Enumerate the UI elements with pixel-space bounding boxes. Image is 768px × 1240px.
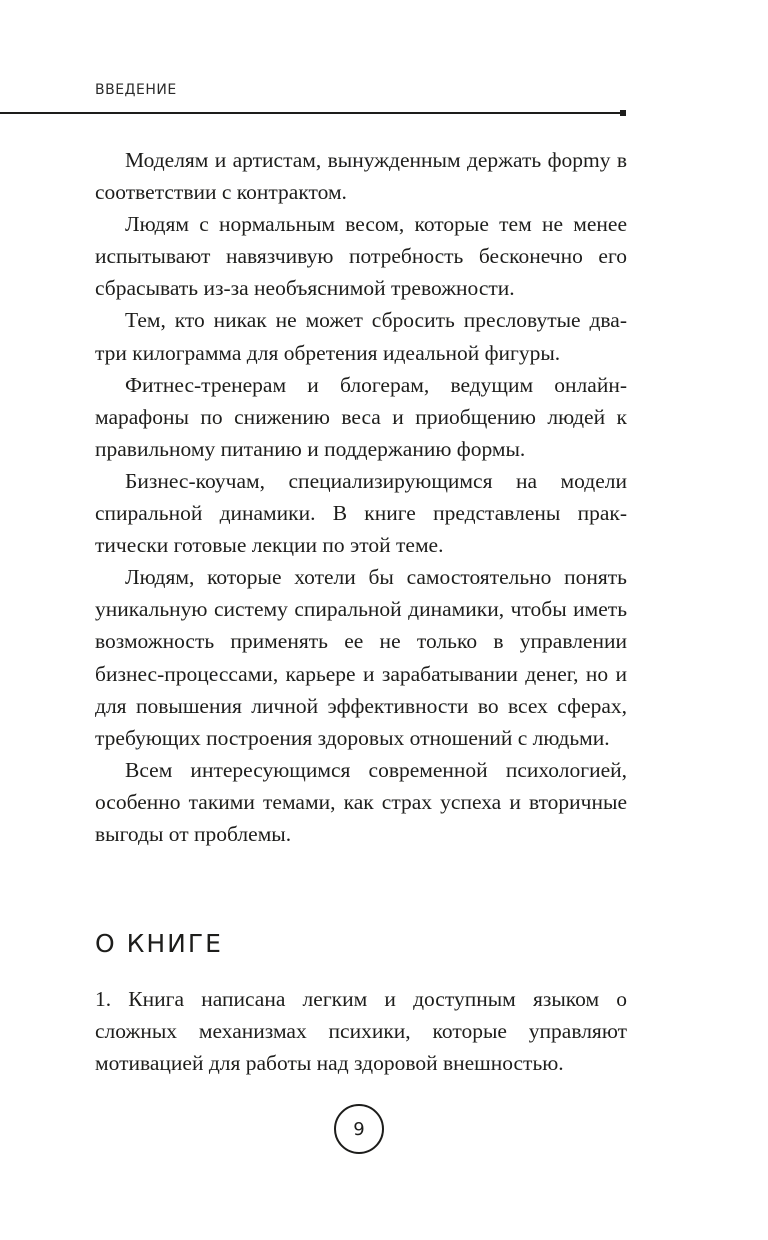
section-heading: О КНИГЕ bbox=[95, 929, 223, 958]
paragraph-spiral-dynamics: Людям, которые хотели бы самостоятельно понять уникальную систему спиральной динамики, чтобы иметь возможность применять ее не только в управлении бизнес-процессами, карьере и зарабатывании денег, но и для повышения личной эффективности во всех сферах, требующих построения здоровых отношений с людьми. bbox=[95, 565, 627, 750]
section-paragraph: 1. Книга написана легким и доступным языком о сложных механизмах психики, которые управляют мотивацией для работы над здоровой внешностью. bbox=[95, 987, 627, 1076]
paragraph-extra-kilos: Тем, кто никак не может сбросить пресловутые два-три килограмма для обретения идеальной фигуры. bbox=[95, 308, 627, 365]
paragraph-business-coaches: Бизнес-коучам, специализирующимся на модели спиральной динамики. В книге представлены практически готовые лекции по этой теме. bbox=[95, 468, 627, 558]
paragraph-fitness-trainers: Фитнес-тренерам и блогерам, ведущим онлайн-марафоны по снижению веса и приобщению людей к правильному питанию и поддержанию формы. bbox=[95, 372, 627, 461]
section-text bbox=[95, 983, 627, 1079]
body-text bbox=[95, 144, 627, 850]
paragraph-psychology: Всем интересующимся современной психологией, особенно такими темами, как страх успеха и вторичные выгоды от проблемы. bbox=[95, 757, 627, 846]
paragraph-normal-weight: Людям с нормальным весом, которые тем не менее испытывают навязчивую потребность бесконечно его сбрасывать из-за необъяснимой тревожности. bbox=[95, 212, 627, 301]
header-rule bbox=[0, 112, 622, 114]
page-number: 9 bbox=[334, 1104, 384, 1154]
header-rule-end-mark bbox=[620, 110, 626, 116]
running-header: ВВЕДЕНИЕ bbox=[95, 82, 177, 98]
paragraph-models: Моделям и артистам, вынужденным держать форmу в соответствии с контрактом. bbox=[95, 148, 627, 205]
